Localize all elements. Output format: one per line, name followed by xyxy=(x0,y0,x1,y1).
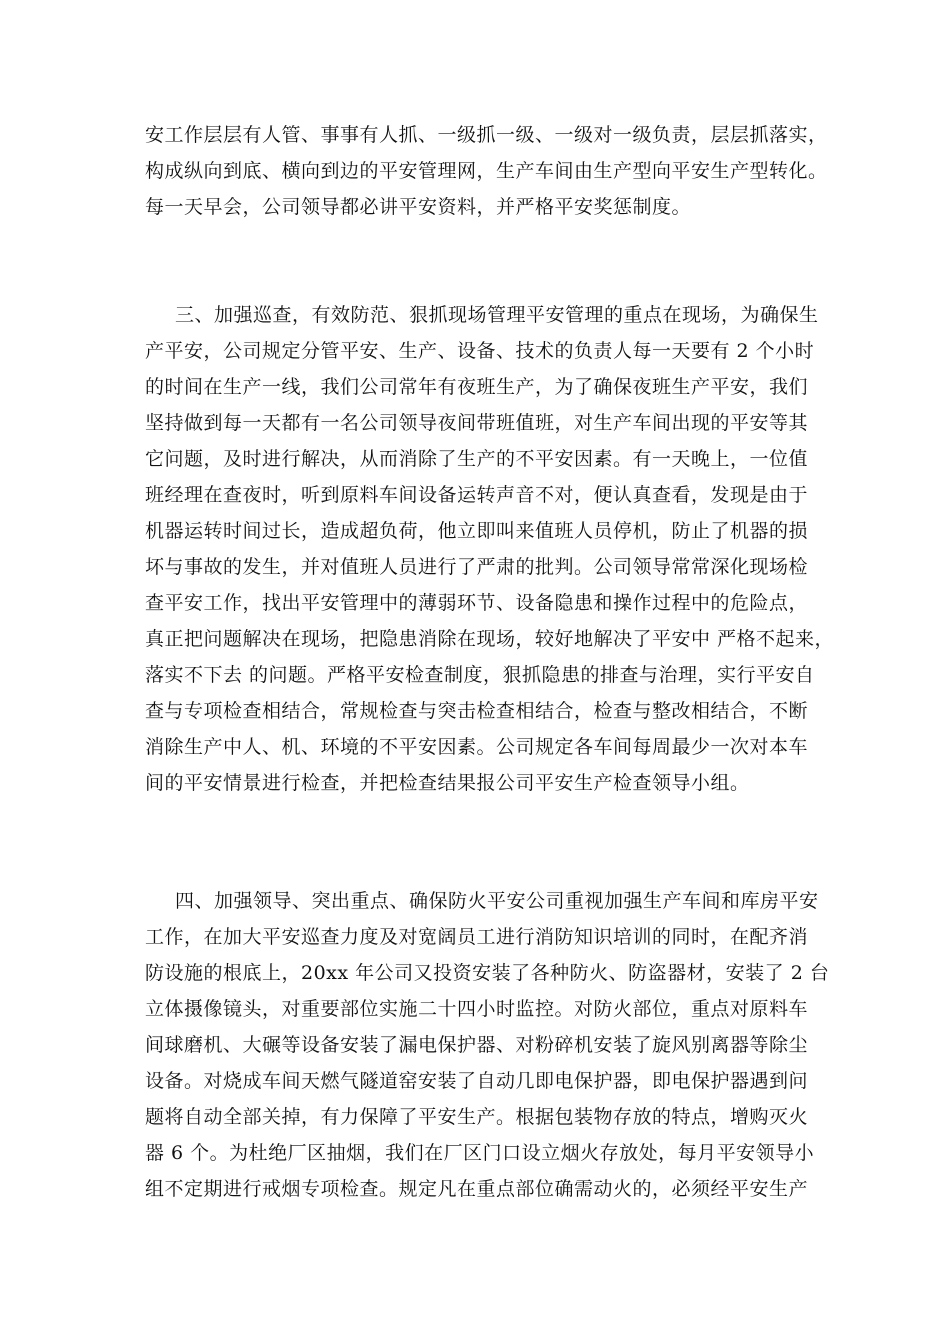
text-line: 间的平安情景进行检查，并把检查结果报公司平安生产检查领导小组。 xyxy=(145,772,750,794)
text-line: 防设施的根底上，20xx 年公司又投资安装了各种防火、防盗器材，安装了 2 台 xyxy=(145,962,830,984)
text-line: 每一天早会，公司领导都必讲平安资料，并严格平安奖惩制度。 xyxy=(145,196,692,218)
text-line: 组不定期进行戒烟专项检查。规定凡在重点部位确需动火的，必须经平安生产 xyxy=(145,1178,809,1200)
text-line: 查平安工作，找出平安管理中的薄弱环节、设备隐患和操作过程中的危险点， xyxy=(145,592,809,614)
text-line: 消除生产中人、机、环境的不平安因素。公司规定各车间每周最少一次对本车 xyxy=(145,736,809,758)
text-line: 落实不下去 的问题。严格平安检查制度，狠抓隐患的排查与治理，实行平安自 xyxy=(145,664,815,686)
text-line: 机器运转时间过长，造成超负荷，他立即叫来值班人员停机，防止了机器的损 xyxy=(145,520,809,542)
text-line: 班经理在查夜时，听到原料车间设备运转声音不对，便认真查看，发现是由于 xyxy=(145,484,809,506)
paragraph-heading-line: 三、加强巡查，有效防范、狠抓现场管理平安管理的重点在现场，为确保生 xyxy=(175,304,819,326)
text-line: 立体摄像镜头，对重要部位实施二十四小时监控。对防火部位，重点对原料车 xyxy=(145,998,809,1020)
text-line: 器 6 个。为杜绝厂区抽烟，我们在厂区门口设立烟火存放处，每月平安领导小 xyxy=(145,1142,815,1164)
text-line: 安工作层层有人管、事事有人抓、一级抓一级、一级对一级负责，层层抓落实， xyxy=(145,124,828,146)
text-line: 的时间在生产一线，我们公司常年有夜班生产，为了确保夜班生产平安，我们 xyxy=(145,376,809,398)
text-line: 工作，在加大平安巡查力度及对宽阔员工进行消防知识培训的同时，在配齐消 xyxy=(145,926,809,948)
text-line: 真正把问题解决在现场，把隐患消除在现场，较好地解决了平安中 严格不起来， xyxy=(145,628,835,650)
text-line: 题将自动全部关掉，有力保障了平安生产。根据包装物存放的特点，增购灭火 xyxy=(145,1106,809,1128)
text-line: 查与专项检查相结合，常规检查与突击检查相结合，检查与整改相结合，不断 xyxy=(145,700,809,722)
text-line: 坚持做到每一天都有一名公司领导夜间带班值班，对生产车间出现的平安等其 xyxy=(145,412,809,434)
text-line: 构成纵向到底、横向到边的平安管理网，生产车间由生产型向平安生产型转化。 xyxy=(145,160,828,182)
text-line: 设备。对烧成车间天燃气隧道窑安装了自动几即电保护器，即电保护器遇到问 xyxy=(145,1070,809,1092)
text-line: 产平安，公司规定分管平安、生产、设备、技术的负责人每一天要有 2 个小时 xyxy=(145,340,815,362)
text-line: 坏与事故的发生，并对值班人员进行了严肃的批判。公司领导常常深化现场检 xyxy=(145,556,809,578)
text-line: 间球磨机、大碾等设备安装了漏电保护器、对粉碎机安装了旋风别离器等除尘 xyxy=(145,1034,809,1056)
paragraph-heading-line: 四、加强领导、突出重点、确保防火平安公司重视加强生产车间和库房平安 xyxy=(175,890,819,912)
text-line: 它问题，及时进行解决，从而消除了生产的不平安因素。有一天晚上，一位值 xyxy=(145,448,809,470)
